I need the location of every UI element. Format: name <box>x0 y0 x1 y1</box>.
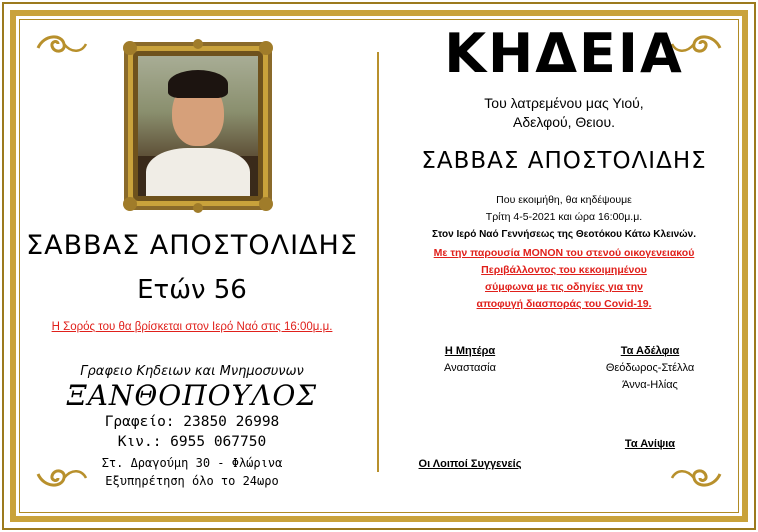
age-label: Ετών 56 <box>137 275 247 305</box>
funeral-home-brand: ΞΑΝΘΟΠΟΥΛΟΣ <box>66 379 318 412</box>
funeral-office-title: Γραφειο Κηδειων και Μνημοσυνων <box>80 364 304 379</box>
mother-label: Η Μητέρα <box>444 345 496 357</box>
portrait-frame <box>120 38 276 214</box>
intro-line-1: Του λατρεμένου μας Υιού, <box>484 95 644 111</box>
funeral-church: Στον Ιερό Ναό Γεννήσεως της Θεοτόκου Κάτω Κλεινών. <box>432 229 696 240</box>
center-divider <box>377 52 379 472</box>
portrait-photo <box>138 56 258 196</box>
deceased-name-right: ΣΑΒΒΑΣ ΑΠΟΣΤΟΛΙΔΗΣ <box>421 148 707 174</box>
covid-notice-line-3: σύμφωνα με τις οδηγίες για την <box>485 281 643 293</box>
page-title: ΚΗΔΕΙΑ <box>444 22 684 85</box>
covid-notice-line-1: Με την παρουσία ΜΟΝΟΝ του στενού οικογενειακού <box>433 247 695 259</box>
body-location-notice: Η Σορός του θα βρίσκεται στον Ιερό Ναό στις 16:00μ.μ. <box>51 321 333 333</box>
office-phone: Γραφείο: 23850 26998 <box>104 414 280 430</box>
bottom-right-ornament-icon <box>670 462 724 492</box>
siblings-line-1: Θεόδωρος-Στέλλα <box>605 362 695 374</box>
service-hours: Εξυπηρέτηση όλο το 24ωρο <box>105 474 279 488</box>
siblings-label: Τα Αδέλφια <box>620 345 680 357</box>
covid-notice-line-4: αποφυγή διασποράς του Covid-19. <box>476 298 652 310</box>
intro-line-2: Αδελφού, Θειου. <box>513 114 615 130</box>
address: Στ. Δραγούμη 30 - Φλώρινα <box>101 456 283 470</box>
funeral-announcement-line: Που εκοιμήθη, θα κηδέψουμε <box>496 194 632 206</box>
covid-notice-line-2: Περιβάλλοντος του κεκοιμημένου <box>481 264 647 276</box>
mobile-phone: Κιν.: 6955 067750 <box>117 434 267 450</box>
siblings-line-2: Άννα-Ηλίας <box>622 379 678 391</box>
funeral-date-time: Τρίτη 4-5-2021 και ώρα 16:00μ.μ. <box>485 211 643 223</box>
top-left-ornament-icon <box>34 30 88 60</box>
deceased-name-left: ΣΑΒΒΑΣ ΑΠΟΣΤΟΛΙΔΗΣ <box>26 230 358 261</box>
mother-name: Αναστασία <box>444 362 496 374</box>
relatives-label: Οι Λοιποί Συγγενείς <box>418 458 522 470</box>
nephews-label: Τα Ανίψια <box>624 438 676 450</box>
